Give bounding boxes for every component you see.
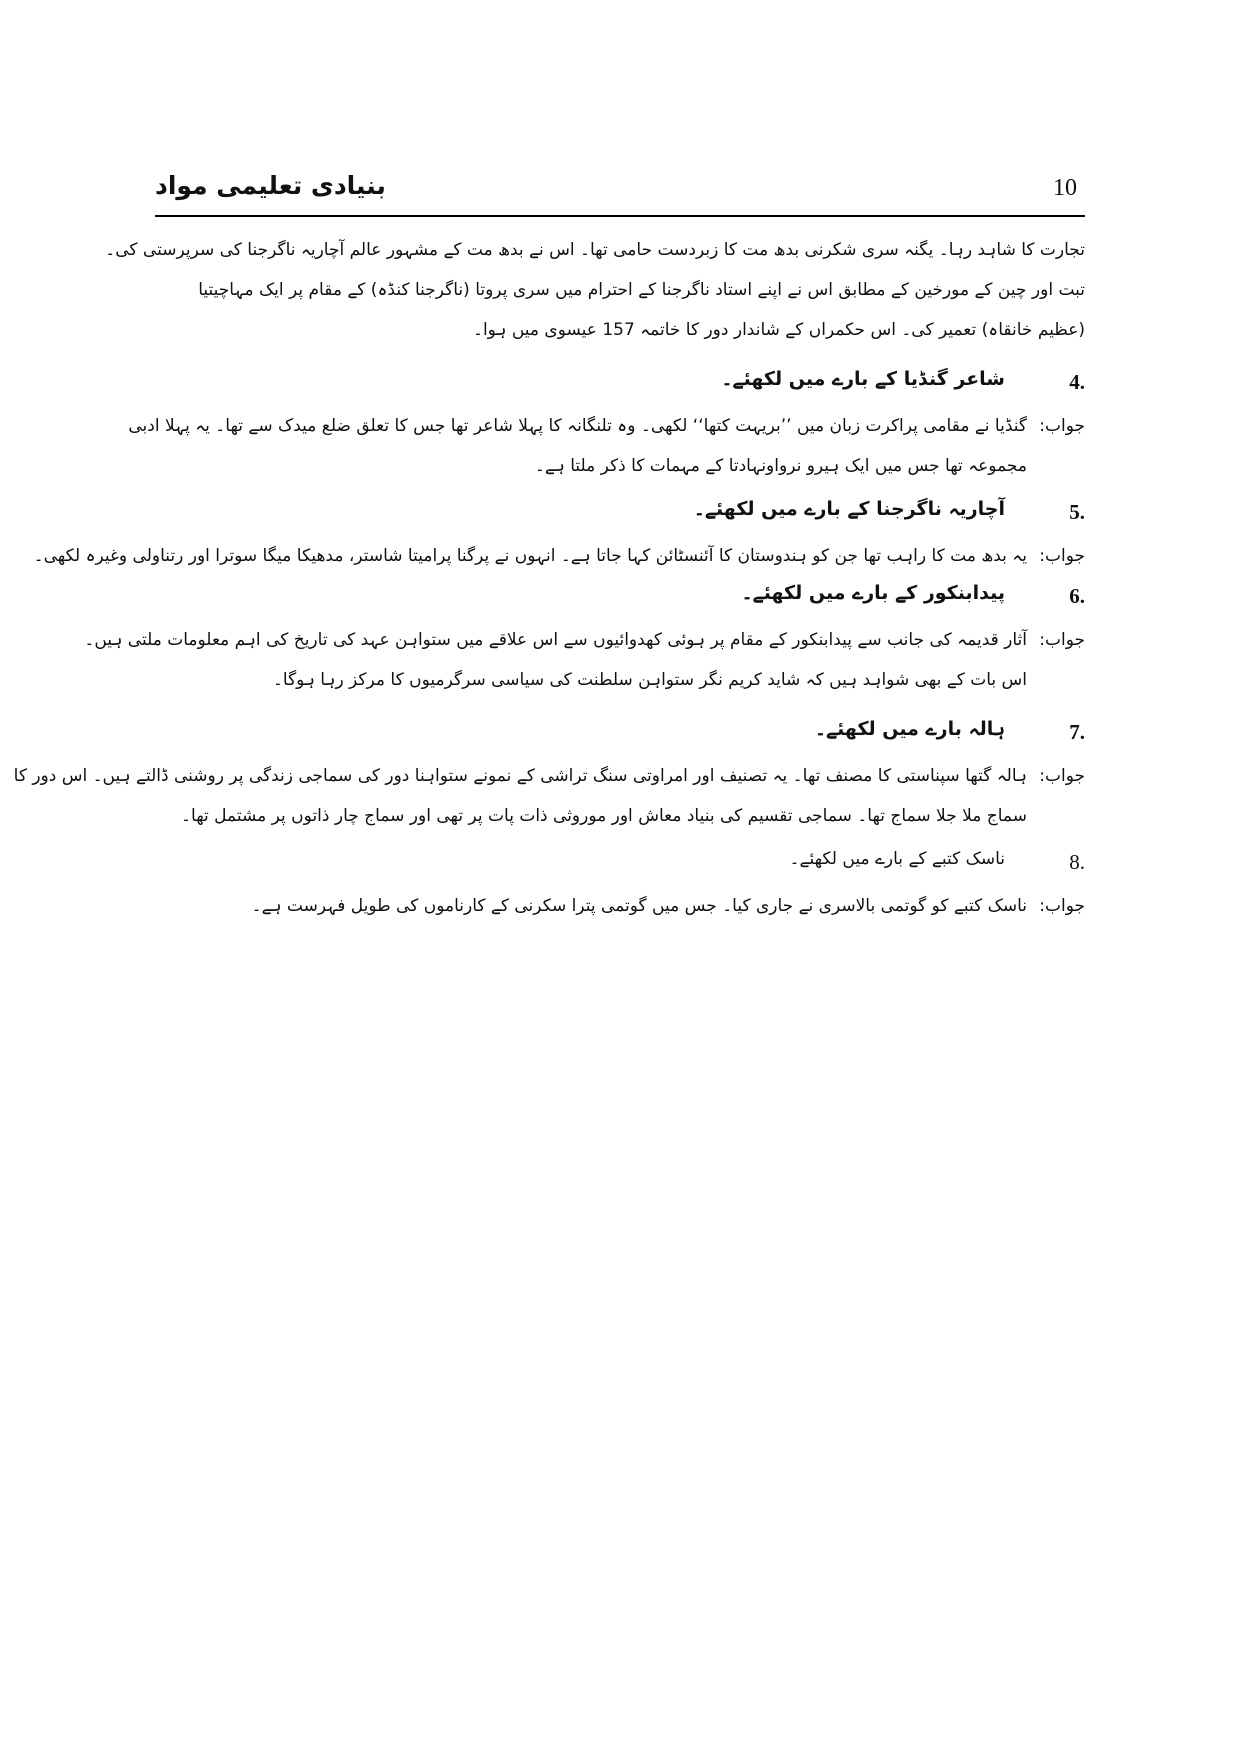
question-number: 4. [1069,370,1085,394]
answer-label: جواب: [1039,546,1085,566]
answer-block [155,886,1085,926]
answer-label: جواب: [1039,416,1085,436]
answer-block [13,756,1085,836]
question-number: 7. [1069,720,1085,744]
intro-line: (عظیم خانقاہ) تعمیر کی۔ اس حکمراں کے شاندار دور کا خاتمہ 157 عیسوی میں ہوا۔ [472,320,1085,340]
question-heading [155,842,1085,886]
answer-line: مجموعہ تھا جس میں ایک ہیرو نرواونہادتا کے مہمات کا ذکر ملتا ہے۔ [534,456,1027,476]
intro-line: تبت اور چین کے مورخین کے مطابق اس نے اپنے استاد ناگرجنا کے احترام میں سری پروتا (ناگرجنا کنڈہ) کے مقام پر ایک مہاچیتیا [198,280,1085,300]
page-header [155,165,1085,217]
question-heading [155,576,1085,620]
answer-block [84,620,1085,700]
answer-block [128,406,1085,486]
book-title: بنیادی تعلیمی مواد [155,171,386,200]
question-text: آچاریہ ناگرجنا کے بارے میں لکھئے۔ [693,498,1005,520]
answer-line: سماج ملا جلا سماج تھا۔ سماجی تقسیم کی بنیاد معاش اور موروثی ذات پات پر تھی اور سماج چار ذاتوں پر مشتمل تھا۔ [181,806,1027,826]
intro-line: تجارت کا شاہد رہا۔ یگنہ سری شکرنی بدھ مت کا زبردست حامی تھا۔ اس نے بدھ مت کے مشہور عالم آچاریہ ناگرجنا کی سرپرستی کی۔ [105,240,1085,260]
answer-line: ہالہ گتھا سپناستی کا مصنف تھا۔ یہ تصنیف اور امراوتی سنگ تراشی کے نمونے ستواہنا دور کی سماجی زندگی پر روشنی ڈالتے ہیں۔ اس دور کا [13,766,1027,786]
answer-line: گنڈیا نے مقامی پراکرت زبان میں ’’بریہت کتھا‘‘ لکھی۔ وہ تلنگانہ کا پہلا شاعر تھا جس کا تعلق ضلع میدک سے تھا۔ یہ پہلا ادبی [128,416,1027,436]
answer-block [33,536,1085,576]
question-text: شاعر گنڈیا کے بارے میں لکھئے۔ [721,368,1005,390]
question-heading [155,712,1085,756]
page-number: 10 [1053,175,1077,201]
answer-line: اس بات کے بھی شواہد ہیں کہ شاید کریم نگر ستواہن سلطنت کی سیاسی سرگرمیوں کا مرکز رہا ہوگا۔ [272,670,1027,690]
question-heading [155,492,1085,536]
answer-line: یہ بدھ مت کا راہب تھا جن کو ہندوستان کا آئنسٹائن کہا جاتا ہے۔ انہوں نے پرگنا پرامیتا شاستر، مدھیکا میگا سوترا اور رتناولی وغیرہ لکھی۔ [33,546,1027,566]
question-number: 8. [1069,850,1085,874]
answer-line: ناسک کتبے کو گوتمی بالاسری نے جاری کیا۔ جس میں گوتمی پترا سکرنی کے کارناموں کی طویل فہرست ہے۔ [251,896,1027,916]
question-heading [155,362,1085,406]
question-text: پیدابنکور کے بارے میں لکھئے۔ [741,582,1005,604]
answer-line: آثار قدیمہ کی جانب سے پیدابنکور کے مقام پر ہوئی کھدوائیوں سے اس علاقے میں ستواہن عہد کی تاریخ کی اہم معلومات ملتی ہیں۔ [84,630,1027,650]
answer-label: جواب: [1039,630,1085,650]
answer-label: جواب: [1039,896,1085,916]
page-content [13,230,1085,926]
question-text: ہالہ بارے میں لکھئے۔ [814,718,1005,740]
question-text: ناسک کتبے کے بارے میں لکھئے۔ [789,849,1005,869]
answer-label: جواب: [1039,766,1085,786]
question-number: 5. [1069,500,1085,524]
question-number: 6. [1069,584,1085,608]
